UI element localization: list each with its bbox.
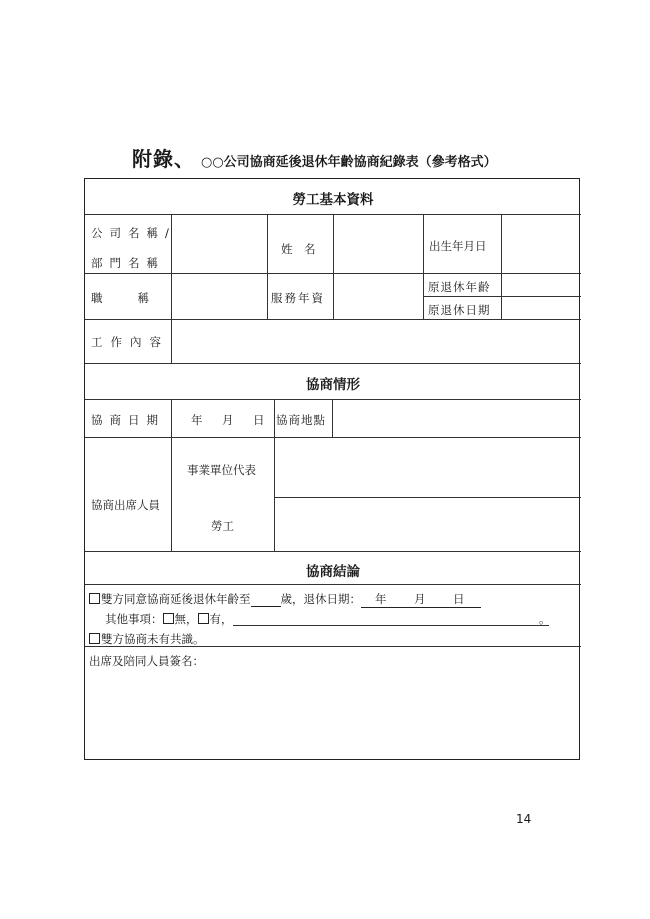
service-years-field[interactable] — [335, 275, 422, 318]
negotiation-date-value[interactable]: 年 月 日 — [191, 413, 269, 427]
negotiation-date-label: 協商日期 — [91, 413, 165, 427]
title-main: ○○公司協商延後退休年齡協商紀錄表（參考格式） — [201, 155, 497, 170]
original-retire-date-label: 原退休日期 — [428, 303, 491, 317]
page-number: 14 — [516, 812, 532, 826]
agree-checkbox[interactable] — [89, 593, 100, 604]
worker-label: 勞工 — [211, 519, 234, 533]
service-years-label: 服務年資 — [271, 291, 325, 305]
negotiation-place-field[interactable] — [334, 401, 580, 436]
other-none-text: 無， — [174, 612, 198, 626]
record-form — [84, 178, 580, 760]
option-no-consensus-row — [89, 631, 205, 647]
retire-date-blank[interactable] — [361, 591, 481, 608]
work-content-field[interactable] — [173, 321, 580, 362]
other-none-checkbox[interactable] — [163, 613, 174, 624]
attendees-label: 協商出席人員 — [91, 498, 160, 512]
other-matters-label: 其他事項： — [105, 612, 163, 626]
original-retire-age-field[interactable] — [503, 275, 580, 295]
department-name-label: 部門名稱 — [91, 256, 165, 270]
birth-date-field[interactable] — [503, 216, 580, 272]
other-matters-end: 。 — [539, 612, 551, 626]
original-retire-age-label: 原退休年齡 — [428, 280, 491, 294]
title-prefix: 附錄、 — [132, 147, 195, 171]
other-yes-text: 有， — [209, 612, 233, 626]
negotiation-place-label: 協商地點 — [276, 413, 326, 427]
employer-representative-label: 事業單位代表 — [187, 463, 256, 477]
name-field[interactable] — [335, 216, 422, 272]
work-content-label: 工作內容 — [91, 335, 169, 349]
job-title-label: 職 稱 — [91, 291, 153, 305]
section-basic-info-header: 勞工基本資料 — [292, 192, 374, 208]
option-agree-text: 雙方同意協商延後退休年齡至 — [101, 592, 251, 606]
no-consensus-text: 雙方協商未有共識。 — [101, 632, 205, 646]
section-conclusion-header: 協商結論 — [306, 564, 360, 580]
retire-date-value: 年 月 日 — [375, 592, 473, 606]
birth-date-label: 出生年月日 — [429, 239, 487, 253]
no-consensus-checkbox[interactable] — [89, 633, 100, 644]
other-matters-line[interactable] — [233, 625, 549, 626]
extended-age-blank[interactable] — [251, 592, 281, 607]
name-label: 姓 名 — [281, 242, 316, 256]
option-agree-text-2: 歲，退休日期： — [280, 592, 361, 606]
company-name-label: 公司名稱/ — [91, 226, 176, 240]
other-yes-checkbox[interactable] — [198, 613, 209, 624]
section-negotiation-header: 協商情形 — [306, 377, 360, 393]
worker-field[interactable] — [276, 499, 580, 550]
employer-representative-field[interactable] — [276, 439, 580, 496]
signature-label: 出席及陪同人員簽名： — [89, 654, 204, 668]
signature-area[interactable] — [87, 671, 579, 757]
job-title-field[interactable] — [173, 275, 266, 318]
original-retire-date-field[interactable] — [503, 298, 580, 318]
document-title — [132, 143, 497, 172]
other-matters-row — [105, 611, 233, 627]
option-agree-row — [89, 591, 481, 608]
company-department-field[interactable] — [173, 216, 266, 272]
